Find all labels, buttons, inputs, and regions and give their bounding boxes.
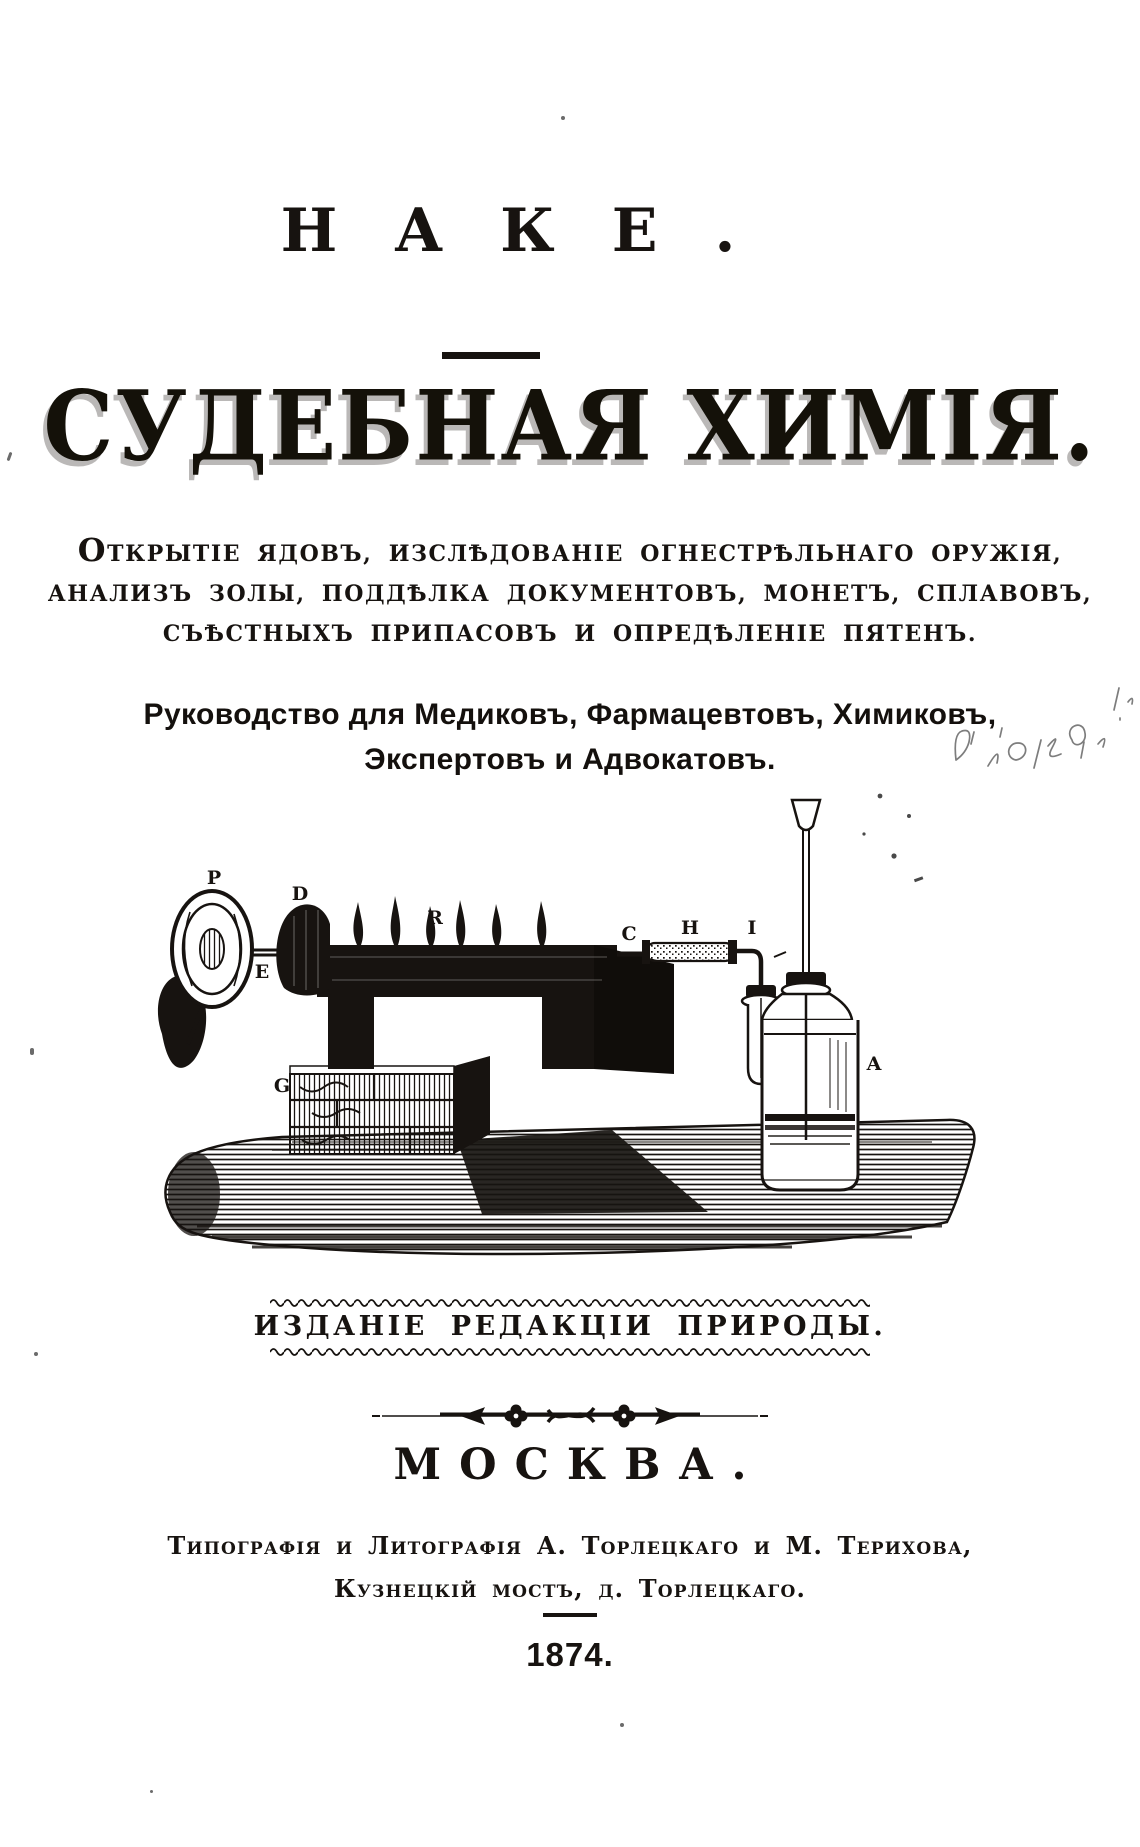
label-p: P <box>206 867 222 889</box>
publisher-band <box>0 1297 1140 1358</box>
subtitle-line-3: СЪѢСТНЫХЪ ПРИПАСОВЪ И ОПРЕДѢЛЕНІЕ ПЯТЕНЪ. <box>162 621 978 647</box>
short-rule <box>543 1613 597 1617</box>
publication-year: 1874. <box>526 1636 614 1673</box>
publisher-name: ИЗДАНІЕ РЕДАКЦІИ ПРИРОДЫ. <box>253 1311 887 1342</box>
speck <box>34 1352 38 1356</box>
label-h: H <box>681 917 699 939</box>
subtitle-line-2: АНАЛИЗЪ ЗОЛЫ, ПОДДѢЛКА ДОКУМЕНТОВЪ, МОНЕТЪ, СПЛАВОВЪ, <box>47 581 1093 607</box>
speck <box>30 1048 34 1055</box>
label-c: C <box>621 923 637 945</box>
audience-line-1: Руководство для Медиковъ, Фармацевтовъ, Химиковъ, <box>143 698 997 731</box>
audience-line-2: Экспертовъ и Адвокатовъ. <box>364 743 776 776</box>
ornament-divider <box>370 1398 770 1434</box>
speck <box>150 1790 153 1793</box>
imprint-line-1: Типографія и Литографія А. Торлецкаго и М. Терихова, <box>167 1531 973 1560</box>
imprint-line-2: Кузнецкій мостъ, д. Торлецкаго. <box>333 1574 807 1603</box>
label-a: A <box>866 1053 882 1075</box>
label-d: D <box>291 883 309 905</box>
handwritten-inscription <box>942 648 1140 798</box>
subtitle <box>0 530 1140 654</box>
book-title: СУДЕБНАЯ ХИМІЯ. <box>43 368 1097 483</box>
quatrefoil-right <box>613 1405 635 1427</box>
engraving-bottle <box>762 800 858 1190</box>
engraving-wheel <box>158 891 252 1068</box>
engraving-brick-pedestal <box>290 1056 490 1154</box>
label-r: R <box>427 907 443 929</box>
engraving-furnace <box>276 896 674 1074</box>
subtitle-line-1: ОТКРЫТІЕ ЯДОВЪ, ИЗСЛѢДОВАНІЕ ОГНЕСТРѢЛЬНАГО ОРУЖІЯ, <box>77 531 1063 569</box>
author-rule <box>442 352 540 359</box>
wavy-rule-bottom <box>270 1346 870 1358</box>
city-name: МОСКВА. <box>393 1440 765 1490</box>
wavy-rule-top <box>270 1297 870 1309</box>
apparatus-engraving <box>152 782 982 1274</box>
imprint <box>0 1524 1140 1610</box>
speck <box>561 116 565 120</box>
quatrefoil-left <box>505 1405 527 1427</box>
speck <box>620 1723 624 1727</box>
label-i: I <box>747 917 757 939</box>
label-g: G <box>273 1075 291 1097</box>
ink-specks <box>862 794 923 883</box>
author-name: НАКЕ. <box>280 196 793 266</box>
label-e: E <box>254 961 270 983</box>
